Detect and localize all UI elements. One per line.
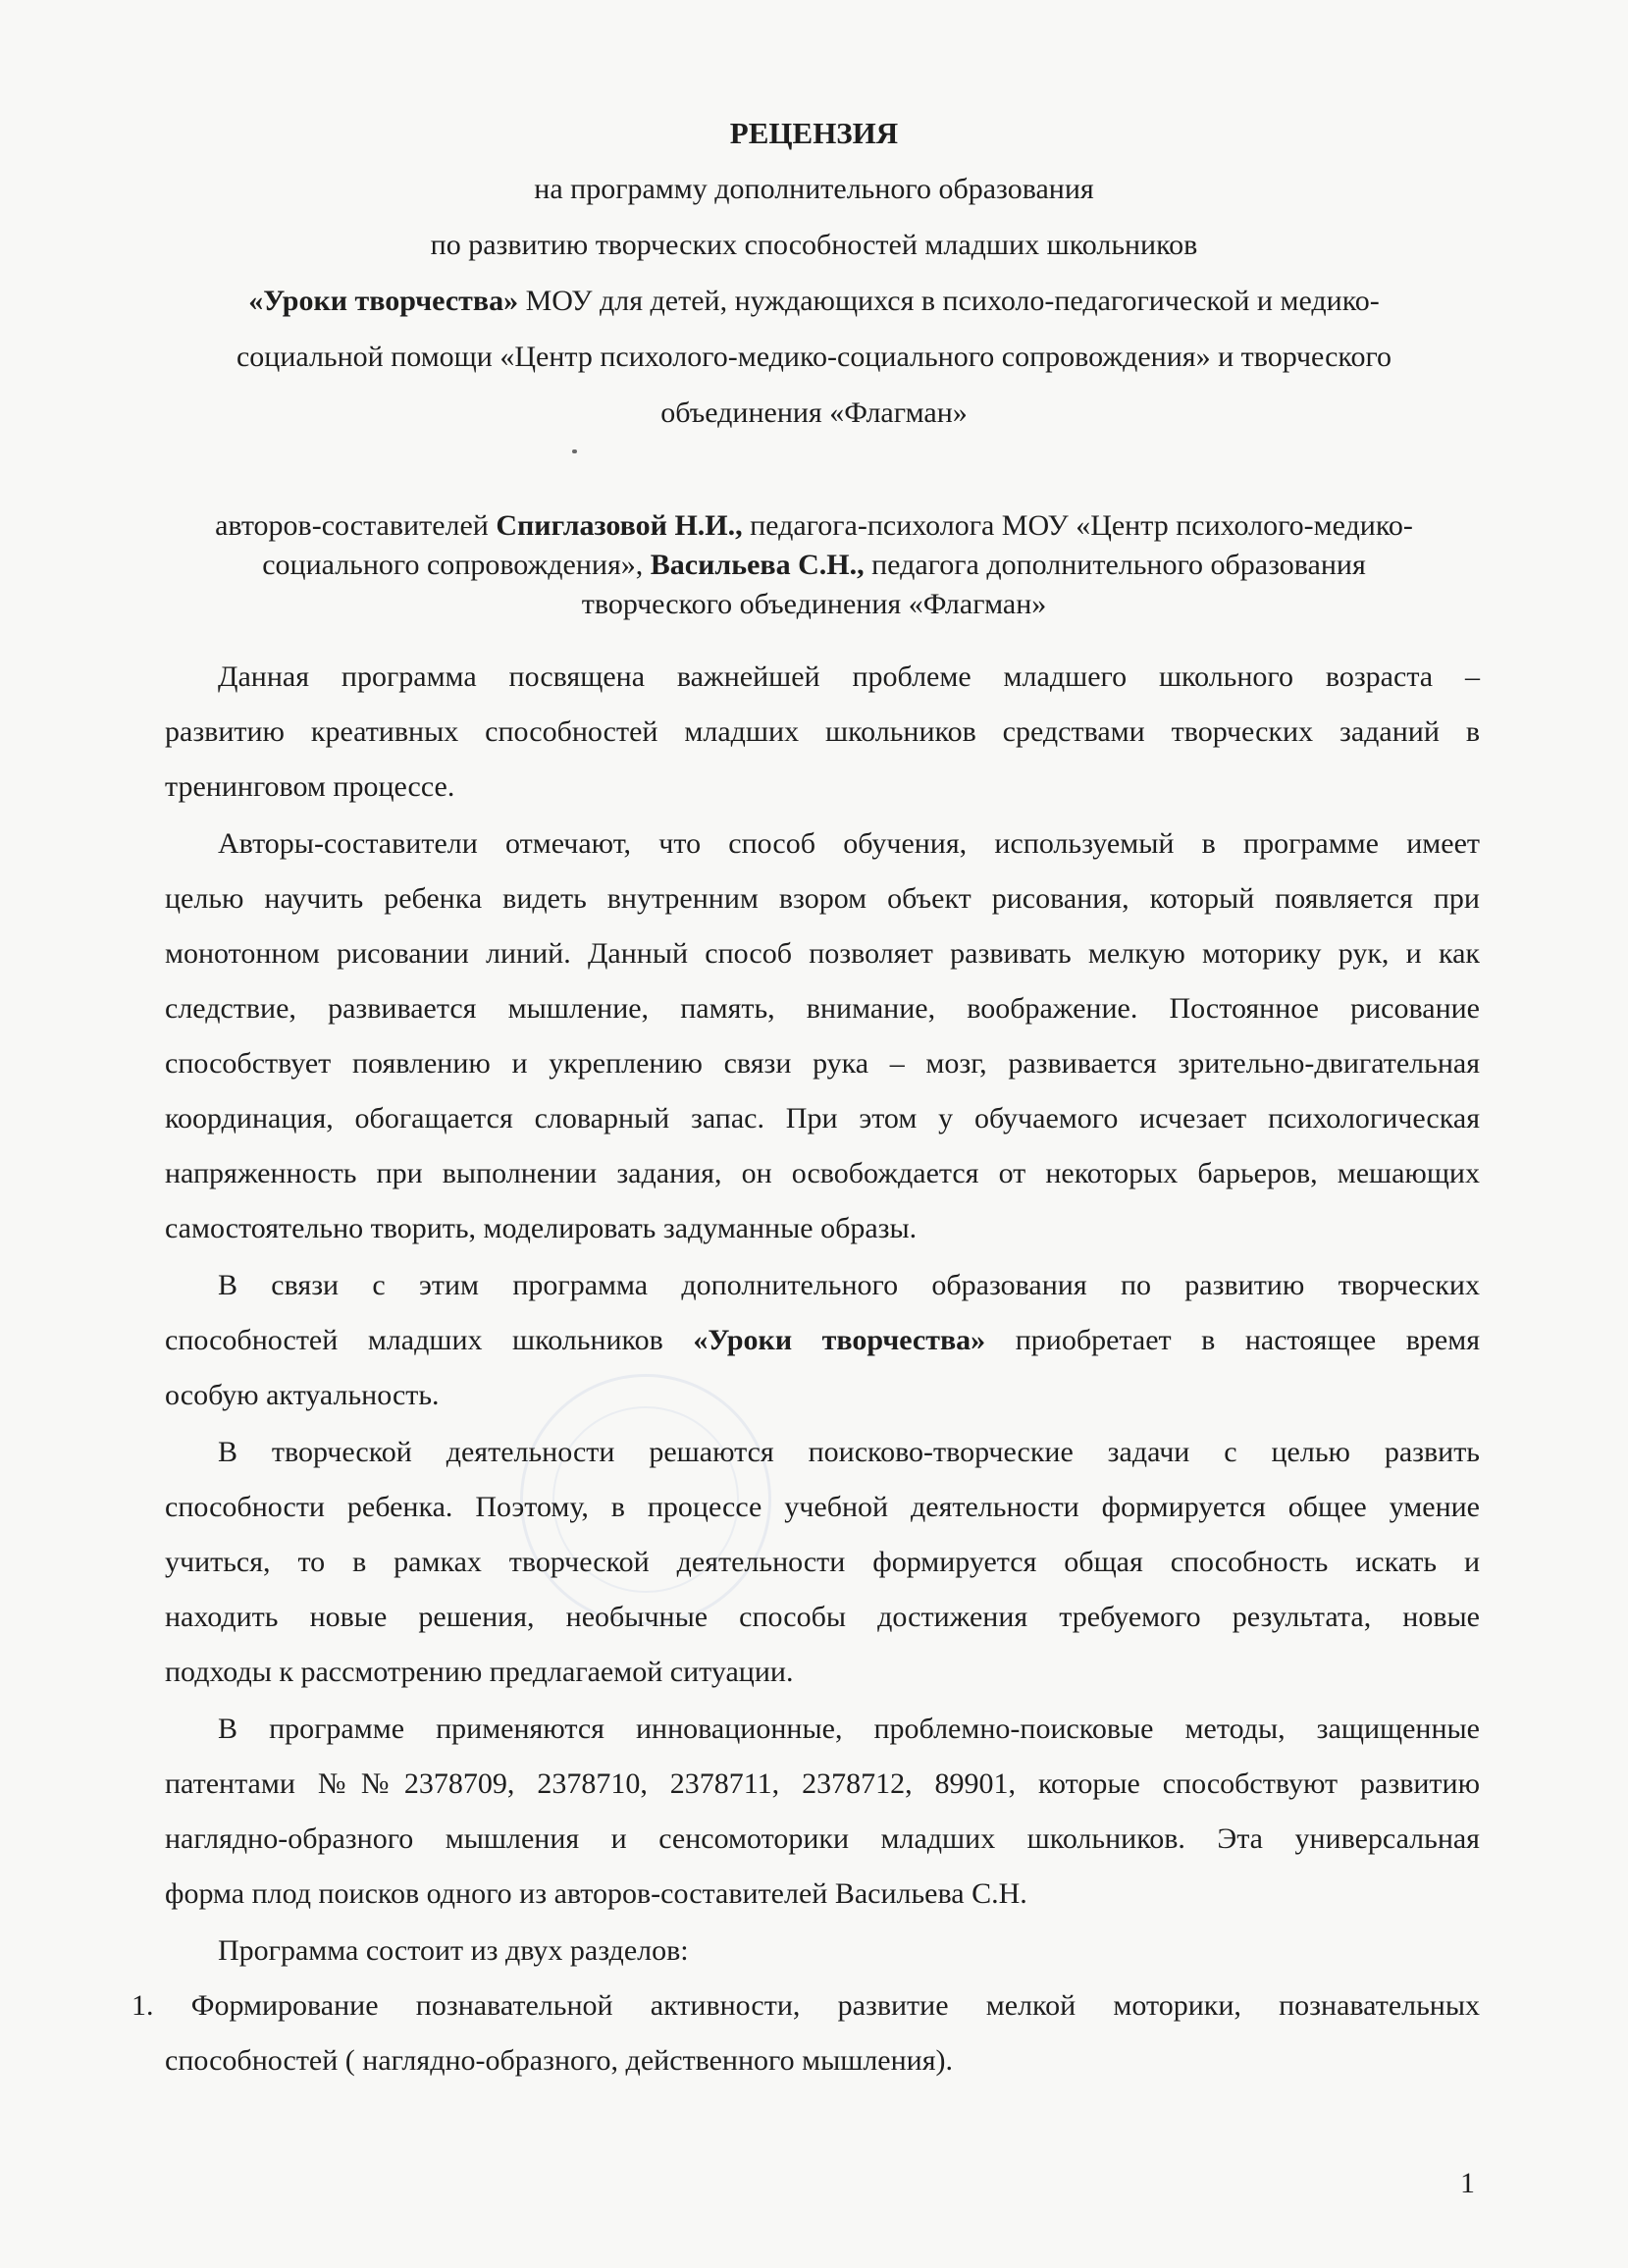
p2-line-5: способствует появлению и укреплению связи рука – мозг, развивается зрительно-двигательная bbox=[165, 1047, 1480, 1080]
p1-line-2: развитию креативных способностей младших школьников средствами творческих заданий в bbox=[165, 715, 1480, 748]
p5-line-2: патентами №№2378709, 2378710, 2378711, 2378712, 89901, которые способствуют развитию bbox=[165, 1767, 1480, 1800]
p3-line-2-start: способностей младших школьников bbox=[165, 1324, 694, 1356]
page-number: 1 bbox=[1460, 2167, 1475, 2199]
p4-line-4: находить новые решения, необычные способы достижения требуемого результата, новые bbox=[165, 1601, 1480, 1633]
subtitle-line-4: социальной помощи «Центр психолого-медико-социального сопровождения» и творческого bbox=[236, 341, 1392, 373]
authors-line-2-rest: педагога дополнительного образования bbox=[864, 549, 1366, 581]
p3-line-2 bbox=[165, 1323, 1480, 1358]
p2-line-3: монотонном рисовании линий. Данный способ позволяет развивать мелкую моторику рук, и как bbox=[165, 937, 1480, 970]
speck-mark bbox=[572, 449, 577, 453]
authors-line-1-rest: педагога-психолога МОУ «Центр психолого-медико- bbox=[742, 509, 1413, 542]
program-name-inline: «Уроки творчества» bbox=[693, 1324, 986, 1356]
subtitle-line-2: по развитию творческих способностей младших школьников bbox=[430, 229, 1198, 261]
list-item-1-line-2: способностей ( наглядно-образного, действенного мышления). bbox=[165, 2044, 954, 2077]
subtitle-line-5: объединения «Флагман» bbox=[660, 396, 968, 429]
subtitle-line-3-rest: МОУ для детей, нуждающихся в психоло-педагогической и медико- bbox=[518, 285, 1380, 317]
authors-line-1 bbox=[0, 508, 1628, 544]
program-name: «Уроки творчества» bbox=[248, 285, 519, 317]
p4-line-3: учиться, то в рамках творческой деятельности формируется общая способность искать и bbox=[165, 1546, 1480, 1578]
p4-line-5: подходы к рассмотрению предлагаемой ситуации. bbox=[165, 1656, 794, 1688]
document-title: РЕЦЕНЗИЯ bbox=[729, 116, 899, 150]
p2-line-8: самостоятельно творить, моделировать задуманные образы. bbox=[165, 1212, 918, 1244]
p4-line-2: способности ребенка. Поэтому, в процессе учебной деятельности формируется общее умение bbox=[165, 1491, 1480, 1523]
p3-line-3: особую актуальность. bbox=[165, 1379, 440, 1411]
author-name-1: Спиглазовой Н.И., bbox=[496, 509, 743, 542]
subtitle-line-1: на программу дополнительного образования bbox=[534, 173, 1094, 205]
author-name-2: Васильева С.Н., bbox=[650, 549, 865, 581]
p4-line-1: В творческой деятельности решаются поисково-творческие задачи с целью развить bbox=[218, 1436, 1480, 1468]
p2-line-4: следствие, развивается мышление, память, внимание, воображение. Постоянное рисование bbox=[165, 992, 1480, 1025]
p1-line-3: тренинговом процессе. bbox=[165, 770, 455, 803]
subtitle-line-3 bbox=[0, 284, 1628, 319]
p2-line-6: координация, обогащается словарный запас. При этом у обучаемого исчезает психологическая bbox=[165, 1102, 1480, 1134]
authors-prefix: авторов-составителей bbox=[215, 509, 497, 542]
p5-line-1: В программе применяются инновационные, проблемно-поисковые методы, защищенные bbox=[218, 1713, 1480, 1745]
p5-line-4: форма плод поисков одного из авторов-составителей Васильева С.Н. bbox=[165, 1877, 1027, 1910]
p3-line-1: В связи с этим программа дополнительного образования по развитию творческих bbox=[218, 1269, 1480, 1301]
p2-line-1: Авторы-составители отмечают, что способ обучения, используемый в программе имеет bbox=[218, 827, 1480, 860]
p2-line-2: целью научить ребенка видеть внутренним взором объект рисования, который появляется при bbox=[165, 882, 1480, 915]
authors-line-3: творческого объединения «Флагман» bbox=[581, 588, 1047, 620]
list-item-1-line-1: 1. Формирование познавательной активности, развитие мелкой моторики, познавательных bbox=[131, 1989, 1480, 2022]
p5-line-3: наглядно-образного мышления и сенсомоторики младших школьников. Эта универсальная bbox=[165, 1822, 1480, 1855]
authors-line-2-prefix: социального сопровождения», bbox=[262, 549, 651, 581]
p6-line-1: Программа состоит из двух разделов: bbox=[218, 1934, 689, 1967]
p2-line-7: напряженность при выполнении задания, он освобождается от некоторых барьеров, мешающих bbox=[165, 1157, 1480, 1189]
p1-line-1: Данная программа посвящена важнейшей проблеме младшего школьного возраста – bbox=[218, 660, 1480, 693]
authors-line-2 bbox=[0, 548, 1628, 583]
p3-line-2-end: приобретает в настоящее время bbox=[985, 1324, 1480, 1356]
